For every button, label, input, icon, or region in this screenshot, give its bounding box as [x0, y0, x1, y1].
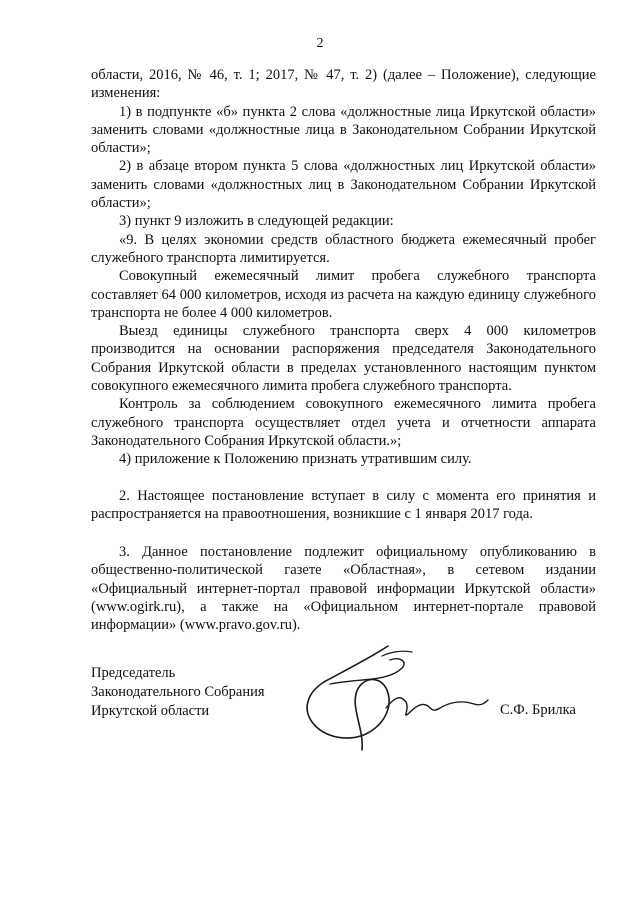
paragraph-mileage-limit: Совокупный ежемесячный лимит пробега служебного транспорта составляет 64 000 километров, исходя из расчета на каждую единицу служебного транспорта не более 4 000 километров.	[91, 268, 596, 321]
signatory-title-line: Председатель	[91, 665, 176, 681]
signatory-title	[91, 664, 265, 721]
signatory-name: С.Ф. Брилка	[500, 702, 576, 718]
page-number: 2	[316, 36, 324, 51]
paragraph-effective-date: 2. Настоящее постановление вступает в силу с момента его принятия и распространяется на правоотношения, возникшие с 1 января 2017 года.	[91, 487, 596, 522]
paragraph-publication: 3. Данное постановление подлежит официальному опубликованию в общественно-политической газете «Областная», в сетевом издании «Официальный интернет-портал правовой информации Иркутской области» (www.ogirk.ru), а также на «Официальном интернет-портале правовой информации» (www.pravo.gov.ru).	[91, 544, 596, 634]
paragraph-intro: области, 2016, № 46, т. 1; 2017, № 47, т. 2) (далее – Положение), следующие изменения:	[91, 67, 596, 102]
paragraph-excess-mileage: Выезд единицы служебного транспорта сверх 4 000 километров производится на основании распоряжения председателя Законодательного Собрания Иркутской области в пределах установленного настоящим пунктом совокупного ежемесячного лимита пробега служебного транспорта.	[91, 323, 596, 395]
paragraph-amendment-3: 3) пункт 9 изложить в следующей редакции:	[119, 213, 394, 230]
document-body	[91, 66, 596, 635]
handwritten-signature	[290, 638, 490, 758]
paragraph-amendment-2: 2) в абзаце втором пункта 5 слова «должностных лиц Иркутской области» заменить словами «должностных лиц в Законодательном Собрании Иркутской области»;	[91, 158, 596, 212]
paragraph-control: Контроль за соблюдением совокупного ежемесячного лимита пробега служебного транспорта осуществляет отдел учета и отчетности аппарата Законодательного Собрания Иркутской области.»;	[91, 396, 596, 449]
signatory-title-line: Законодательного Собрания	[91, 684, 265, 700]
paragraph-amendment-4: 4) приложение к Положению признать утратившим силу.	[119, 451, 472, 468]
signatory-title-line: Иркутской области	[91, 703, 210, 719]
paragraph-clause-9: «9. В целях экономии средств областного бюджета ежемесячный пробег служебного транспорта лимитируется.	[91, 231, 596, 266]
paragraph-amendment-1: 1) в подпункте «б» пункта 2 слова «должностные лица Иркутской области» заменить словами «должностные лица в Законодательном Собрании Иркутской области»;	[91, 103, 596, 157]
